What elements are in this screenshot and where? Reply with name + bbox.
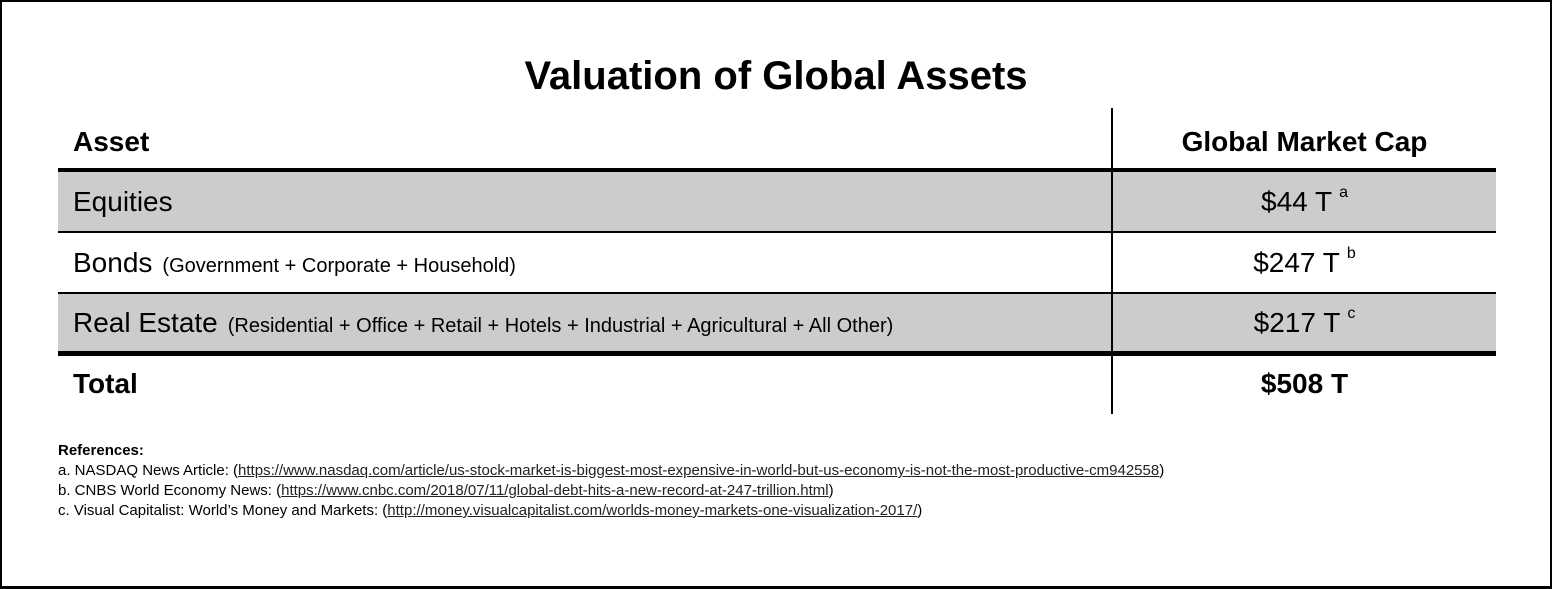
asset-name: Equities (73, 186, 173, 217)
header-market-cap: Global Market Cap (1181, 126, 1428, 157)
asset-detail: (Government + Corporate + Household) (162, 254, 516, 277)
table-header-row (58, 112, 1496, 168)
total-row (58, 356, 1496, 412)
reference-suffix: ) (828, 482, 834, 499)
value-cell (1113, 233, 1496, 293)
reference-link[interactable]: http://money.visualcapitalist.com/worlds-money-markets-one-visualization-2017/ (387, 502, 918, 519)
table-row (58, 233, 1496, 293)
reference-suffix: ) (1159, 462, 1165, 479)
value-cell (1113, 172, 1496, 232)
reference-prefix: b. CNBS World Economy News: ( (58, 482, 282, 499)
asset-cell (73, 294, 893, 352)
column-divider (1111, 108, 1113, 414)
reference-prefix: a. NASDAQ News Article: ( (58, 462, 239, 479)
asset-name: Bonds (73, 247, 153, 278)
market-cap-value: $247 T (1253, 247, 1340, 278)
total-label: Total (73, 368, 138, 399)
reference-suffix: ) (917, 502, 923, 519)
table-row (58, 294, 1496, 352)
reference-marker: a (1339, 184, 1348, 201)
table-row (58, 172, 1496, 232)
reference-item (58, 461, 1164, 481)
reference-link[interactable]: https://www.cnbc.com/2018/07/11/global-debt-hits-a-new-record-at-247-trillion.html (281, 482, 829, 499)
reference-link[interactable]: https://www.nasdaq.com/article/us-stock-market-is-biggest-most-expensive-in-world-but-us-economy-is-not-the-most-productive-cm942558 (238, 462, 1160, 479)
market-cap-value: $44 T (1261, 186, 1333, 217)
reference-marker: c (1347, 305, 1356, 322)
market-cap-value: $217 T (1253, 307, 1341, 338)
references-title: References: (58, 442, 144, 459)
reference-prefix: c. Visual Capitalist: World’s Money and Markets: ( (58, 502, 388, 519)
value-cell (1113, 294, 1496, 352)
asset-cell (73, 172, 173, 232)
reference-marker: b (1346, 245, 1356, 262)
asset-name: Real Estate (73, 307, 218, 338)
total-value: $508 T (1260, 368, 1349, 399)
asset-cell (73, 233, 516, 293)
header-asset: Asset (73, 126, 150, 157)
reference-item (58, 501, 1164, 521)
reference-item (58, 481, 1164, 501)
asset-detail: (Residential + Office + Retail + Hotels + Industrial + Agricultural + All Other) (227, 314, 894, 337)
references (58, 441, 1164, 521)
page-title: Valuation of Global Assets (524, 54, 1028, 98)
